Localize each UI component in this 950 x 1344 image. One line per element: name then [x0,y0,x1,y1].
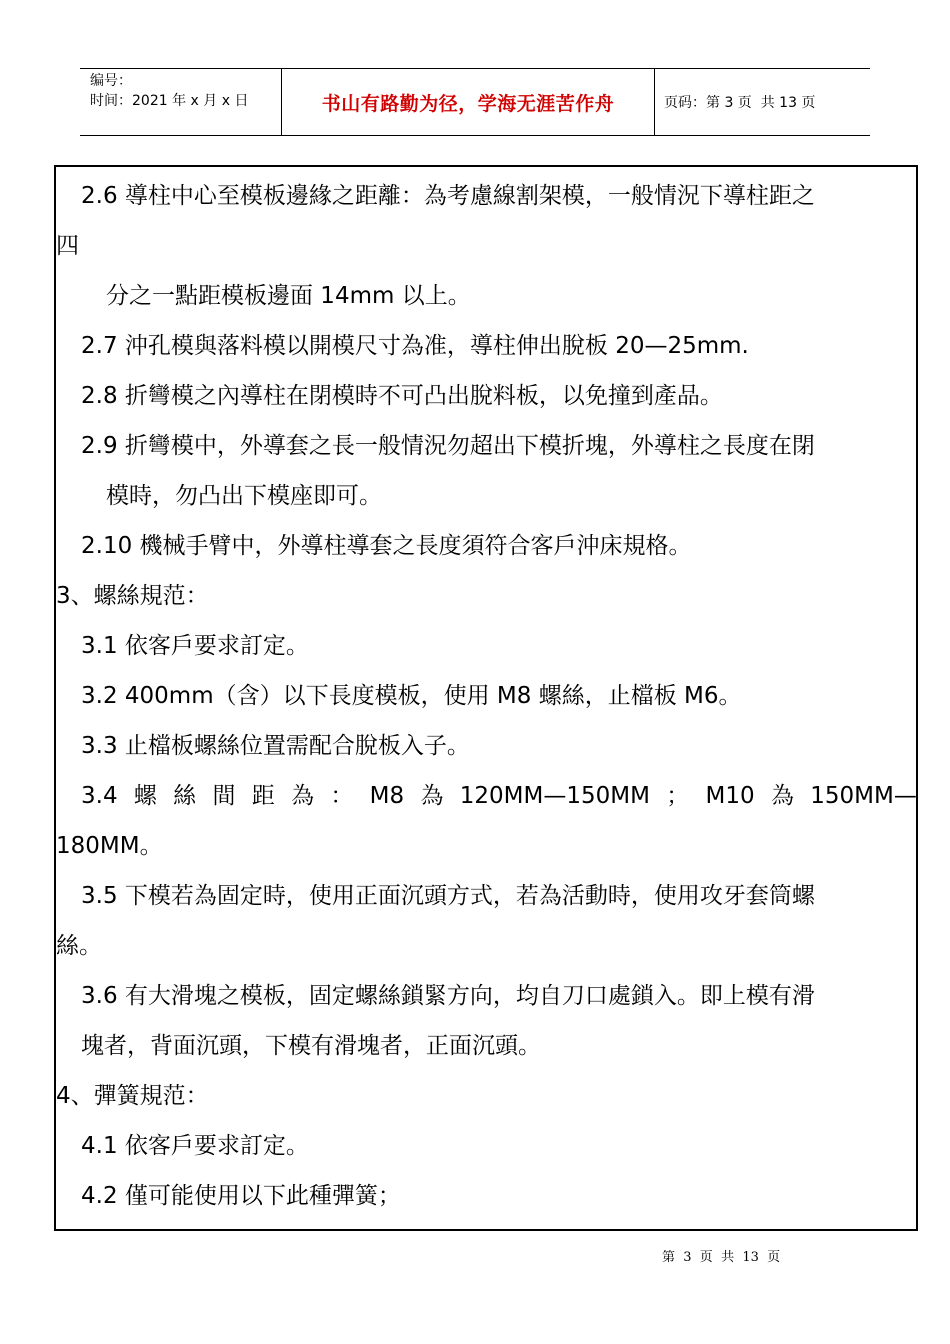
line-3-5-cont: 絲。 [56,933,102,959]
line-3-4-part: 150MM— [810,783,917,809]
line-3-4-part: 120MM—150MM [459,783,650,809]
line-3-3: 3.3 止檔板螺絲位置需配合脫板入子。 [81,733,470,759]
line-3-4-part: M8 [369,783,405,809]
line-3-4-part: 間 [212,783,236,809]
page-footer: 第 3 页 共 13 页 [662,1250,781,1265]
page-info-text: 页码：第 3 页 共 13 页 [664,95,816,111]
line-3-6-cont: 塊者，背面沉頭，下模有滑塊者，正面沉頭。 [81,1033,541,1059]
line-3-4-part: ： [330,783,354,809]
line-3-5: 3.5 下模若為固定時，使用正面沉頭方式，若為活動時，使用攻牙套筒螺 [81,883,815,909]
line-3-4-cont: 180MM。 [56,833,163,859]
line-2-9-cont: 模時，勿凸出下模座即可。 [106,483,382,509]
content-box [54,165,918,1231]
line-3-4 [81,781,917,811]
line-4-2: 4.2 僅可能使用以下此種彈簧； [81,1183,401,1209]
header-page-info [655,69,870,135]
line-3-1: 3.1 依客戶要求訂定。 [81,633,309,659]
time-label: 时间：2021 年 x 月 x 日 [90,93,249,109]
line-3-4-part: 絲 [173,783,197,809]
line-2-7: 2.7 沖孔模與落料模以開模尺寸為准，導柱伸出脫板 20—25mm. [81,333,749,359]
line-3-4-part: 螺 [133,783,157,809]
section-3-heading: 3、螺絲規范： [56,583,209,609]
line-2-6: 2.6 導柱中心至模板邊緣之距離：為考慮線割架模，一般情況下導柱距之 [81,183,815,209]
section-4-heading: 4、彈簧規范： [56,1083,209,1109]
line-4-1: 4.1 依客戶要求訂定。 [81,1133,309,1159]
line-3-4-part: ； [666,783,690,809]
line-2-6-cont2: 分之一點距模板邊面 14mm 以上。 [106,283,471,309]
line-3-4-part: M10 [705,783,755,809]
line-3-4-part: 3.4 [81,783,118,809]
line-2-6-cont: 四 [56,233,79,259]
line-3-4-part: 為 [770,783,794,809]
line-2-9: 2.9 折彎模中，外導套之長一般情況勿超出下模折塊，外導柱之長度在閉 [81,433,815,459]
line-2-8: 2.8 折彎模之內導柱在閉模時不可凸出脫料板，以免撞到產品。 [81,383,723,409]
line-3-4-part: 為 [291,783,315,809]
line-3-4-part: 距 [251,783,275,809]
line-3-6: 3.6 有大滑塊之模板，固定螺絲鎖緊方向，均自刀口處鎖入。即上模有滑 [81,983,815,1009]
header-meta [80,69,282,135]
line-2-10: 2.10 機械手臂中，外導柱導套之長度須符合客戶沖床規格。 [81,533,692,559]
line-3-4-part: 為 [420,783,444,809]
page-header [80,68,870,136]
number-label: 编号： [90,73,132,89]
line-3-2: 3.2 400mm（含）以下長度模板，使用 M8 螺絲，止檔板 M6。 [81,683,742,709]
header-motto: 书山有路勤为径，学海无涯苦作舟 [282,69,655,135]
